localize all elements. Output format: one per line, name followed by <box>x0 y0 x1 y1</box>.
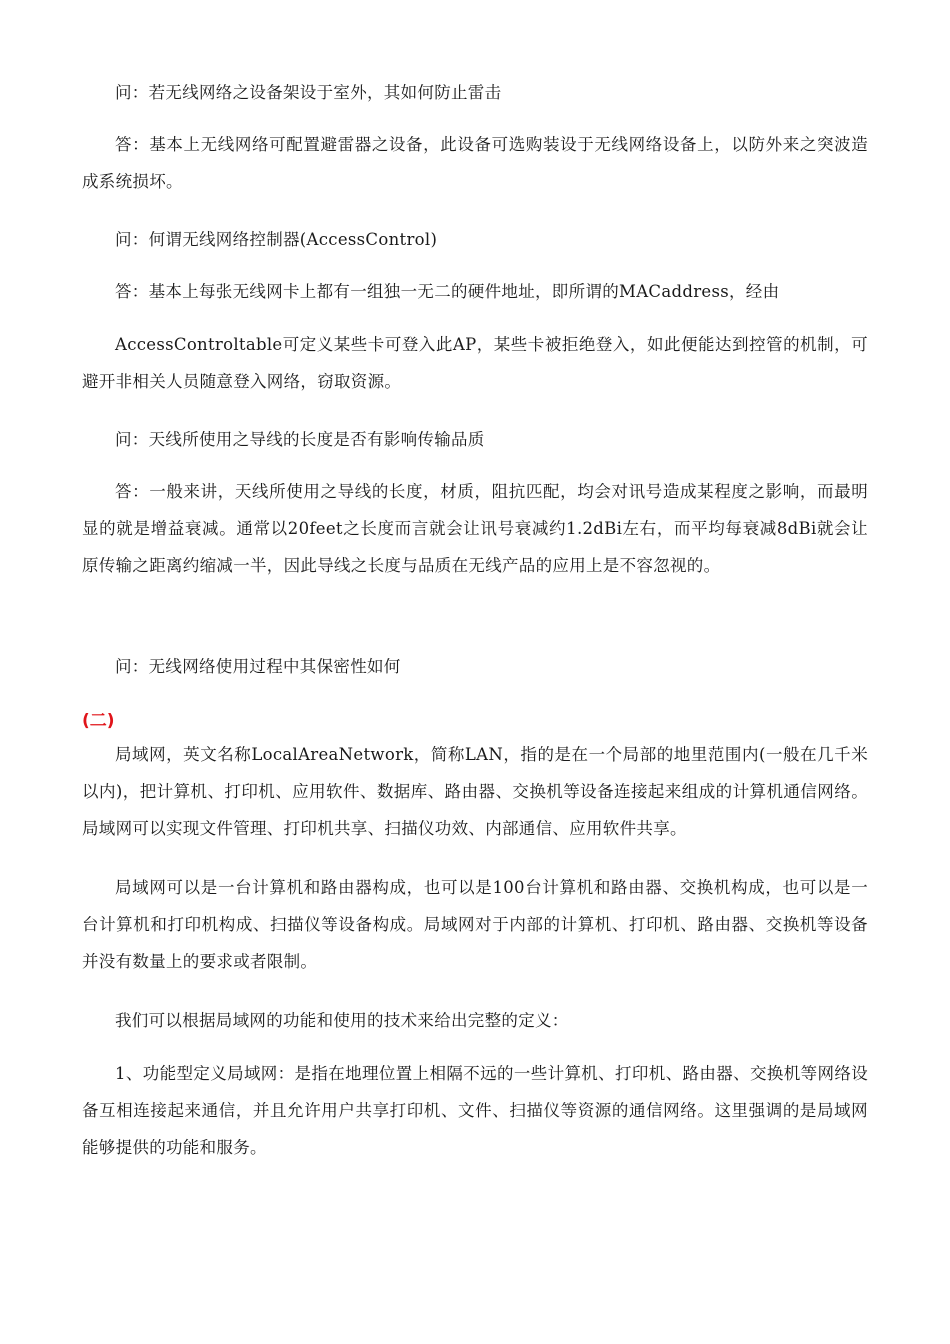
answer-lightning: 答：基本上无线网络可配置避雷器之设备，此设备可选购装设于无线网络设备上，以防外来之突波造成系统损坏。 <box>82 135 868 191</box>
answer-access-control-line2: AccessControltable可定义某些卡可登入此AP，某些卡被拒绝登入，如此便能达到控管的机制，可避开非相关人员随意登入网络，窃取资源。 <box>82 335 868 391</box>
question-lightning: 问：若无线网络之设备架设于室外，其如何防止雷击 <box>115 83 502 102</box>
answer-antenna-cable: 答：一般来讲，天线所使用之导线的长度，材质，阻抗匹配，均会对讯号造成某程度之影响，而最明显的就是增益衰减。通常以20feet之长度而言就会让讯号衰减约1.2dBi左右，而平均每衰减8dBi就会让原传输之距离约缩减一半，因此导线之长度与品质在无线产品的应用上是不容忽视的。 <box>82 482 868 575</box>
paragraph-full-definition-intro: 我们可以根据局域网的功能和使用的技术来给出完整的定义： <box>115 1011 569 1030</box>
paragraph-lan-composition: 局域网可以是一台计算机和路由器构成，也可以是100台计算机和路由器、交换机构成，也可以是一台计算机和打印机构成、扫描仪等设备构成。局域网对于内部的计算机、打印机、路由器、交换机等设备并没有数量上的要求或者限制。 <box>82 878 868 971</box>
question-antenna-cable: 问：天线所使用之导线的长度是否有影响传输品质 <box>115 430 485 449</box>
section-heading-2: (二) <box>82 711 115 731</box>
answer-access-control-line1: 答：基本上每张无线网卡上都有一组独一无二的硬件地址，即所谓的MACaddress，经由 <box>115 282 780 301</box>
question-access-control: 问：何谓无线网络控制器(AccessControl) <box>115 230 438 249</box>
paragraph-lan-definition: 局域网，英文名称LocalAreaNetwork，简称LAN，指的是在一个局部的地里范围内(一般在几千米以内)，把计算机、打印机、应用软件、数据库、路由器、交换机等设备连接起来组成的计算机通信网络。局域网可以实现文件管理、打印机共享、扫描仪功效、内部通信、应用软件共享。 <box>82 745 868 838</box>
paragraph-functional-definition: 1、功能型定义局域网：是指在地理位置上相隔不远的一些计算机、打印机、路由器、交换机等网络设备互相连接起来通信，并且允许用户共享打印机、文件、扫描仪等资源的通信网络。这里强调的是局域网能够提供的功能和服务。 <box>82 1064 868 1157</box>
question-security: 问：无线网络使用过程中其保密性如何 <box>115 657 401 676</box>
